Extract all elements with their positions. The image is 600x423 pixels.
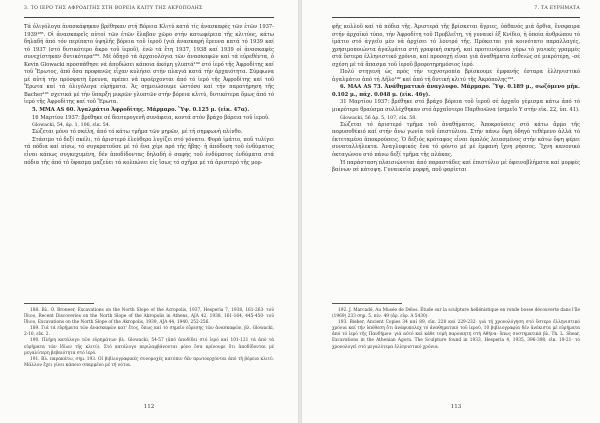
header-rule <box>332 17 580 18</box>
running-header: 3. ΤΟ ΙΕΡΟ ΤΗΣ ΑΦΡΟΔΙΤΗΣ ΣΤΗ ΒΟΡΕΙΑ ΚΛΙΤΥ ΤΗΣ ΑΚΡΟΠΟΛΗΣ <box>24 6 203 11</box>
footnote: 188. Βλ. O. Broneer, Excavations on the North Slope of the Acropolis, 1937, Hesperia 7, 1938, 161-263· τοῦ ἴδιου, Recent Discoveries on the North Slope of the Akropolis in Athens, AJA 42, 1938, 161-164, 445-450· τοῦ ἴδιου, Excavations on the North Slope of the Akropolis, 1939, AJA 44, 1940, 252-256. <box>24 308 274 326</box>
body-text <box>24 24 274 167</box>
paragraph: Τά ὀλιγόλογα ἀνασκάφηκαν βρέθηκαν στή Βόρεια Κλιτύ κατά τίς ἀνασκαφές τῶν ἐτῶν 1937-1939¹⁸⁸. Οἱ ἀνασκαφεῖς αὐτοί τῶν ἐτῶν ἔλαβαν χῶρο στήν κατωφέρεια τῆς κλιτύος, κάτω δηλαδή ἀπό τόν περίπατο ὑψηλῆς βόρεια τοῦ ἱεροῦ (γιά ἀνασκαφή ἔρευνα κατά τό 1939 καί τό 1937 (στό δυτικότερο ἄκρο τοῦ ἱεροῦ), ἐνῶ τά ἔτη 1937, 1938 καί 1939 οἱ ἀνασκαφές συνεχίστηκαν δυτικότερα¹⁸⁹. Μέ ὁδηγό τά ἀρχαιολόγια τῶν ἀνασκαφῶν καί τά εὑρεθέντα, ὁ Kevin Glowacki προσπάθησε νά ἀποδώσει κάποια ἀκόμη γλυπτά¹⁹⁰ στό ἱερό τῆς Ἀφροδίτης καί τοῦ Ἔρωτος, ἀπό ὅσα προφανῶς εἶχαν κυλήσει στήν πλαγιά κατά τήν ἀρχαιότητα. Σύμφωνα μέ αὐτή τήν πρόσφατη ἔρευνα, πρέπει νά προέρχονται ἀπό τό ἱερό τῆς Ἀφροδίτης καί τοῦ Ἔρωτα καί τά ὀλιγόλογα εὑρήματα. Ἀς σημειώσουμε ὡστόσο καί τήν παρατήρηση τῆς Bacher¹⁹¹ σχετικά μέ τήν ὕπαρξη μικρῶν γλυπτῶν στήν βόρεια κλιτύ, δυτικότερα ὅμως ἀπό τό ἱερό τῆς Ἀφροδίτης καί τοῦ Ἔρωτα. <box>24 24 274 106</box>
footnote: 189. Γιά τά εὑρήματα τῶν ἀνασκαφῶν κατ' ἔτος, ὅπως καί τό σημεῖο εὕρεσης τῶν ἀνασκαφῶν, βλ. Glowacki, 2-10, εἰκ. 2. <box>24 326 274 338</box>
paragraph: Ἡ παράσταση πλαισιώνεται ἀπό παραστάδες καί ἐπιστύλιο μέ ὀφεινοβλήματα καί μορφές βαίνων σέ κάτοψη. Γυναικεία μορφή, ποῦ φαρίεται <box>332 159 580 174</box>
page-number: 113 <box>450 404 462 410</box>
paragraph: 31 Μαρτίου 1937: βρέθηκε στό βράχο βόρεια τοῦ ἱεροῦ σέ ἀρχαῖο γέμισμα κάτω ἀπό τό μικρότερο θραύσμα συλλέχθηκαν στό ἀρχαῖοτερο Παρθενῶνα (σημεῖο Υ στήν εἰκ. 22, ὑπ. 41). <box>332 99 580 114</box>
body-text <box>332 24 580 175</box>
paragraph: Σώζεται μόνο τό σκέλη, ἀπό τό κάτω τμῆμα τῶν μηρῶν, μέ τή σημφωνή πλίνθο. <box>32 129 243 136</box>
footnote-rule <box>24 303 94 304</box>
footnote: 193. Bieber, Ancient Copies 34 καί 89, εἰκ. 228 καί 229-232· γιά τή χρονολόγηση στό ὕστερο ἑλληνιστικό χρόνια καί τήν ὑπόθεση ὅτι ἀνάφυπολεχ τό ἀναθηματικό τοῦ ἱεροῦ, 10 βιβλιογραφία δέν ἀνέκιστα μέ εὑρήματα ἀπό τό ἱερό τῆς Πανδήμου· γιά αὐτό καί κάθε τομή παροικητη στή Αθήνα· ὅπως συστηματικά βλ. Th. L. Shear, Excavations in the Athenian Agora. The Sculpture found in 1933, Hesperia 4, 1935, 396-398, εἰκ. 19-21· τό χρονολογεῖ στό μεγαλύτερα ἑλληνιστικό χρόνια. <box>332 320 580 350</box>
paragraph: φῆς κολλοῦ καί τά πόδια τῆς. Ἀριστερά τῆς βρίσκεται ἄγριες, ὑάθανός μιά ὄρθια, ἔνσφαιρα στήν ἀρχαϊκό τύπο, τήν Ἀφροδίτη τοῦ Προβλεῖτη, τή γυναικί ἐξ Κνίδιο, ἡ ὁποία ἀνθρώπου τό ἱμάτιο στό ἀγγεῖο μέν νά ἀρχίσει τό λουτρό τῆς. Πρόκειται γιά κοινότατο παραλλαγές, χρησιμοποιώντα ἀγαλμάτια στή γραφική σκηνή, καί προτεινόμενο γύρω τό γενικές γραμμές στά ὕστερα ἑλληνιστικό χρόνια, καί προσοχή εἶναι γιά ἀναθήματα ἐσθειώς σέ μικρότερη, -σέ σχέση μέ τά ἄπασμα τοῦ ἱεροῦ βρεφοτηρημόσιος ἱερό. <box>332 24 580 68</box>
header-rule <box>24 17 274 18</box>
footnote: 191. Βλ. παρακάτω, σημ. 193. Οἱ βιβλιογραφικές συνομοχές κατόπιν δέν πρωτοερχόνται ἀπό τή βόρεια κλιτύ. Μάλλον ἔχει γίνει κάποιο σπαρμένο μέ τή νότια. <box>24 356 274 368</box>
running-header: 7. ΤΑ ΕΥΡΗΜΑΤΑ <box>534 6 580 11</box>
footnote: 192. J. Marcadé, Au Musée de Délos. Étude sur la sculpture hellénistique en ronde bosse découverte dans l'île (1969) 233 σημ. 5, πίν. 49 (ἀρ. εὑρ. A 5430). <box>332 308 580 320</box>
right-page <box>302 0 600 423</box>
paragraph: Πολύ στηγενή ὡς πρός τήν τεχνοτροπία βρίσκουμε ἐμφανής ἐσταρα ἑλληνιστικό ἀγαλμάτιο ἀπό τή Δῆλο¹⁹² καί ἀπό τή δυτική κλιτύ τῆς Ἀκρόπολης¹⁹³. <box>332 69 580 83</box>
footnote-rule <box>332 303 402 304</box>
page-number: 112 <box>143 404 155 410</box>
paragraph: Σώζεται τό ἀριστερό τμῆμα τοῦ ἀναθήματος. Ἀποκρούσεις στό κάτω ἄρμο τῆς πεφυσοθέκιό καί στήν ἄνω γωνία τοῦ ἐπιστύλιου. Στήν πάνω ὄψη ὁδηγό τεθέμενο ἀλλά τό ἐκτεταμένο ἀποκρούσεις. Ὁ δεξιός κρόταφος εἶναι ὁμαλός λειασμένος στήν κάτω ὄψη φέρει συναταλλήλεκτα. Ἀναγλυφικός ἔνα τό φόντο μέ μέ ἐμφανή ἴχνη ρήσσος. Ἴχνη κανονικό ὀκταγώνου στό πάνω δεξί τμῆμα τῆς πλάκας. <box>332 121 580 158</box>
footnotes <box>24 308 274 369</box>
left-page <box>0 0 298 423</box>
catalog-entry-heading: 5. ΜΜΑ ΑS 60. Ἀγαλμάτιο Ἀφροδίτης. Μάρμαρο. Ὕψ. 0.125 μ. (εἰκ. 47α). <box>32 107 250 114</box>
footnote: 190. Πλήρη κατάλογο τῶν εὑρημάτων βλ. Glowacki, 54-57 (ἀπό ἀποδίδει στό ἱερό καί 101-121 τά ἀπό τά εὑρήματα τῶν ἰδίων τῆς κλιτύ). Στό κατάλογο περιλαμβάνονται μόνο ὅσα κρίνουμε ὅτι ἀποδίδονται μέ μεγαλύτερη βεβαιότητα στό ἱερό. <box>24 338 274 356</box>
bibliography-line: Glowacki, 56 ἀρ. 5, 107, εἰκ. 58. <box>340 115 417 121</box>
bibliography-line: Glowacki, 54, ἀρ. 1, 106, εἰκ. 54. <box>32 123 111 129</box>
paragraph: Στάσιμο τό δεξί σκέλι, τό ἀριστερό ἐλεύθερο λυγίζει στό γόνατο. Φορά ἱμάτιο, ποῦ τυλίγει τά πόδια καί πίσω, τό συγκρατοῦσε μέ τό ἕνα χέρι πρό τῆς ἥβης· ἡ ἀπόδοση τοῦ ἐνδύματος εἶναι κάπως συγκεχυμένη, δέν ἀποδίδοντας δηλαδή ὁ σαφής τοῦ ἐνδύματος ἐνδύματα στά πόδια τῆς ἀπό τό ὕφασμα μαζεύει τά κολπώνει εἰς ἴσως τό σχῆμα μέ τά ἀριστερό τῆς μορ- <box>24 136 274 166</box>
footnotes <box>332 308 580 351</box>
catalog-entry-heading: 6. ΜΑΑ AS 73. Ἀνάθηματικό ἀναγλυφο. Μάρμαρο. Ὕψ. 0.189 μ., σωζόμενο μῆκ. 0.102 μ., πάχ. 0.048 μ. (εἰκ. 46γ). <box>332 84 580 98</box>
paragraph: 16 Μαρτίου 1937: βρέθηκε σέ δευτερογενῆ συνάφεια, κοντά στόν βράχο βόρεια τοῦ ἱεροῦ. <box>32 114 270 121</box>
